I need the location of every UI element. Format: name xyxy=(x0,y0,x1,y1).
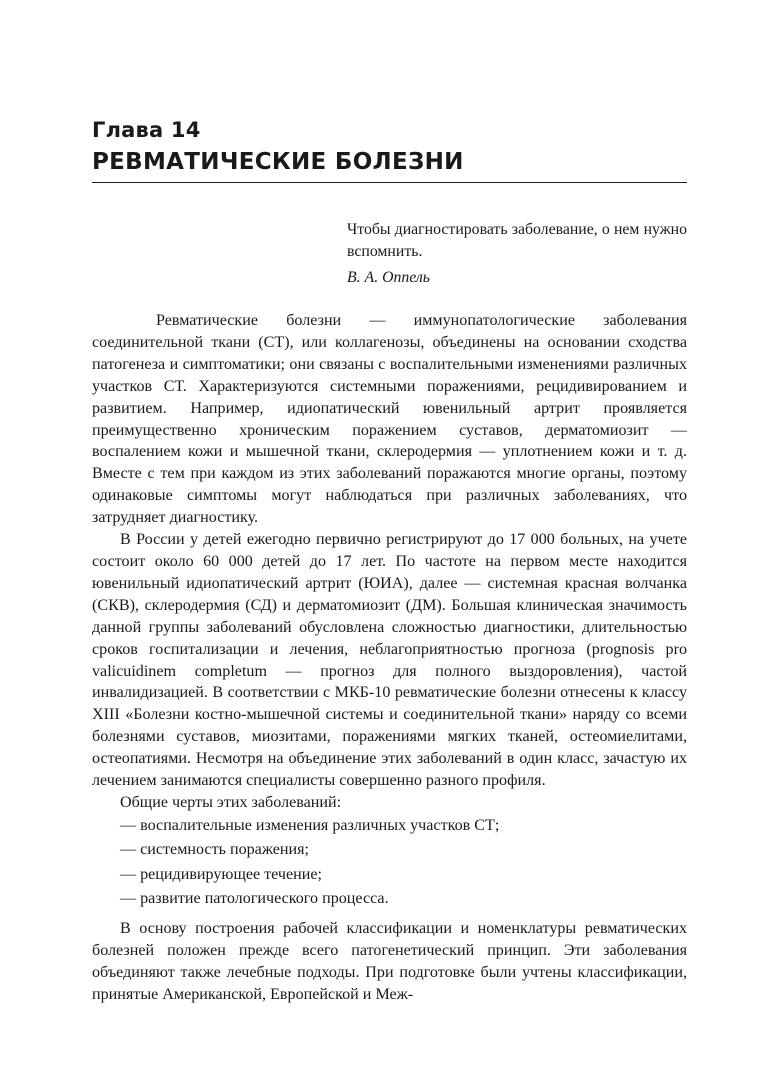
chapter-label: Глава 14 xyxy=(92,118,201,142)
title-divider xyxy=(92,182,687,183)
epigraph-text: Чтобы диагностировать заболевание, о нем нужно вспомнить. xyxy=(347,221,687,260)
list-item: — системность поражения; xyxy=(120,841,309,859)
list-item: — развитие патологического процесса. xyxy=(120,890,389,908)
paragraph-classification: В основу построения рабочей классификации и номенклатуры ревматических болезней положен прежде всего патогенетический принцип. Эти заболевания объединяют также лечебные подходы. При подготовке были учтены классификации, принятые Американской, Европейской и Меж- xyxy=(92,919,687,1003)
paragraph-statistics: В России у детей ежегодно первично регистрируют до 17 000 больных, на учете состоит около 60 000 детей до 17 лет. По частоте на первом месте находится ювенильный идиопатический артрит (ЮИА), далее — системная красная волчанка (СКВ), склеродермия (СД) и дерматомиозит (ДМ). Большая клиническая значимость данной группы заболеваний обусловлена сложностью диагностики, длительностью сроков госпитализации и лечения, неблагоприятностью прогноза (prognosis pro valicuidinem completum — прогноз для полного выздоровления), частой инвалидизацией. В соответствии с МКБ-10 ревматические болезни отнесены к классу XIII «Болезни костно-мышечной системы и соединительной ткани» наряду со всеми болезнями суставов, миозитами, поражениями мягких тканей, остеомиелитами, остеопатиями. Несмотря на объединение этих заболеваний в один класс, зачастую их лечением занимаются специалисты совершенно разного профиля. xyxy=(92,531,687,790)
common-features-list xyxy=(92,814,687,912)
list-item: — воспалительные изменения различных участков СТ; xyxy=(120,816,500,834)
body-text xyxy=(92,310,687,1005)
book-page xyxy=(92,118,687,1005)
chapter-title: РЕВМАТИЧЕСКИЕ БОЛЕЗНИ xyxy=(92,149,464,175)
epigraph-author: В. А. Оппель xyxy=(347,269,430,286)
epigraph xyxy=(347,219,687,289)
paragraph-common-features-heading: Общие черты этих заболеваний: xyxy=(120,793,342,811)
paragraph-intro: Ревматические болезни — иммунопатологические заболевания соединительной ткани (СТ), или коллагенозы, объединены на основании сходства патогенеза и симптоматики; они связаны с воспалительными изменениями различных участков СТ. Характеризуются системными поражениями, рецидивированием и развитием. Например, идиопатический ювенильный артрит проявляется преимущественно хроническим поражением суставов, дерматомиозит — воспалением кожи и мышечной ткани, склеродермия — уплотнением кожи и т. д. Вместе с тем при каждом из этих заболеваний поражаются многие органы, поэтому одинаковые симптомы могут наблюдаться при различных заболеваниях, что затрудняет диагностику. xyxy=(92,312,687,527)
list-item: — рецидивирующее течение; xyxy=(120,865,323,883)
